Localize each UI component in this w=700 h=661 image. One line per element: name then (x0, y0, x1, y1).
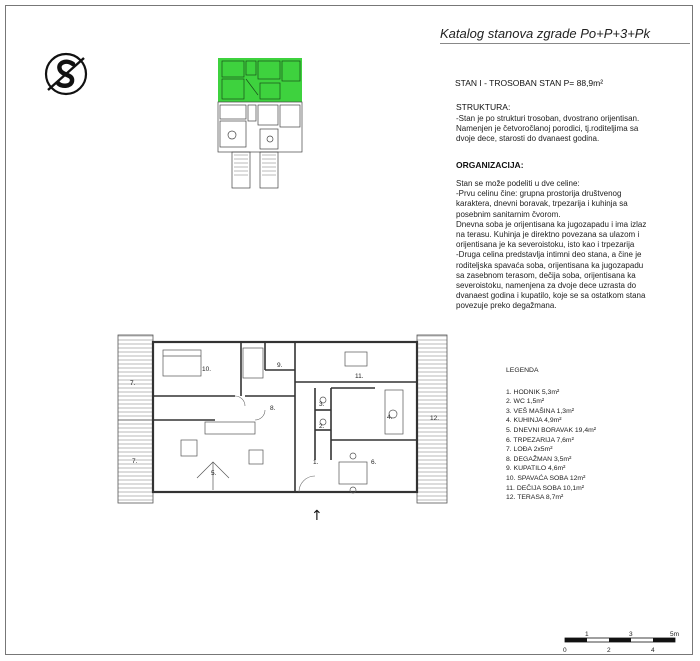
legend-item: 10. SPAVAĆA SOBA 12m² (506, 474, 586, 482)
scale-label: 5m (670, 631, 680, 638)
logo-icon (42, 50, 90, 98)
structure-line: dvoje dece, starosti do dvanaest godina. (456, 134, 600, 144)
legend-item: 3. VEŠ MAŠINA 1,3m² (506, 407, 574, 415)
room-label-11: 11. (355, 373, 364, 380)
legend-item: 12. TERASA 8,7m² (506, 494, 564, 502)
building-key-plan (210, 55, 306, 191)
scale-label: 2 (607, 647, 611, 654)
structure-line: -Stan je po strukturi trosoban, dvostrano orijentisan. (456, 114, 640, 123)
room-label-12: 12. (430, 415, 440, 422)
legend-item: 1. HODNIK 5,3m² (506, 388, 560, 396)
legend (506, 366, 596, 503)
room-label-5: 5. (211, 470, 217, 477)
room-label-7a: 7. (130, 380, 136, 387)
organization-line: orijentisana je ka severoistoku, isto kao i trpezarija (456, 240, 635, 250)
organization-line: dvanaest godina i kupatilo, koje se sa ostatkom stana (456, 291, 646, 301)
legend-item: 7. LOĐA 2x5m² (506, 446, 553, 454)
organization-line: Dnevna soba je orijentisana ka jugozapadu i ima izlaz (456, 219, 647, 229)
legend-item: 9. KUPATILO 4,6m² (506, 465, 566, 473)
room-label-4: 4. (387, 414, 393, 421)
room-label-9: 9. (277, 362, 283, 369)
organization-line: na terasu. Kuhinja je direktno povezana sa ulazom i (456, 230, 640, 240)
scale-label: 1 (585, 631, 589, 638)
catalog-title: Katalog stanova zgrade Po+P+3+Pk (440, 26, 650, 41)
scale-label: 3 (629, 631, 633, 638)
outer-walls (153, 342, 417, 492)
organization-line: severoistoku, namenjena za dvoje dece uzrasta do (456, 281, 637, 291)
legend-item: 11. DEČIJA SOBA 10,1m² (506, 484, 585, 492)
organization-line: povezuje preko degažmana. (456, 301, 557, 311)
legend-item: 6. TRPEZARIJA 7,6m² (506, 436, 574, 444)
organization-line: -Prvu celinu čine: grupna prostorija društvenog (456, 189, 622, 199)
room-label-1: 1. (313, 459, 319, 466)
legend-title: LEGENDA (506, 367, 539, 374)
room-label-10: 10. (202, 366, 212, 373)
organization-line: posebnim sanitarnim čvorom. (456, 209, 561, 219)
entrance-arrow-icon: ↑ (311, 508, 323, 520)
floor-plan (115, 330, 450, 520)
room-label-6: 6. (371, 459, 377, 466)
room-label-8: 8. (270, 405, 276, 412)
scale-label: 0 (563, 647, 567, 654)
room-label-2: 2. (319, 423, 325, 430)
legend-item: 2. WC 1,5m² (506, 398, 545, 406)
organization-line: karaktera, dnevni boravak, trpezarija i kuhinja sa (456, 199, 628, 209)
organization-line: sa zasebnom terasom, dečija soba, orijentisana ka (456, 270, 636, 280)
apartment-heading: STAN I - TROSOBAN STAN P= 88,9m² (455, 78, 604, 88)
legend-item: 5. DNEVNI BORAVAK 19,4m² (506, 426, 597, 434)
title-rule (440, 43, 690, 44)
structure-text (456, 114, 639, 145)
loggia-area (118, 335, 153, 503)
scale-label: 4 (651, 647, 655, 654)
organization-heading: ORGANIZACIJA: (456, 160, 524, 170)
organization-line: roditeljska spavaća soba, orijentisana ka jugozapadu (456, 260, 644, 270)
organization-line: Stan se može podeliti u dve celine: (456, 179, 580, 188)
organization-text (456, 179, 646, 312)
structure-heading: STRUKTURA: (456, 102, 511, 112)
room-label-3: 3. (319, 401, 325, 408)
organization-line: -Druga celina predstavlja intimni deo stana, a čine je (456, 250, 642, 260)
structure-line: Namenjen je četvoročlanoj porodici, tj.roditeljima sa (456, 124, 639, 134)
room-label-7b: 7. (132, 458, 138, 465)
legend-item: 8. DEGAŽMAN 3,5m² (506, 455, 572, 463)
scale-bar (560, 630, 690, 658)
legend-item: 4. KUHINJA 4,9m² (506, 417, 562, 425)
